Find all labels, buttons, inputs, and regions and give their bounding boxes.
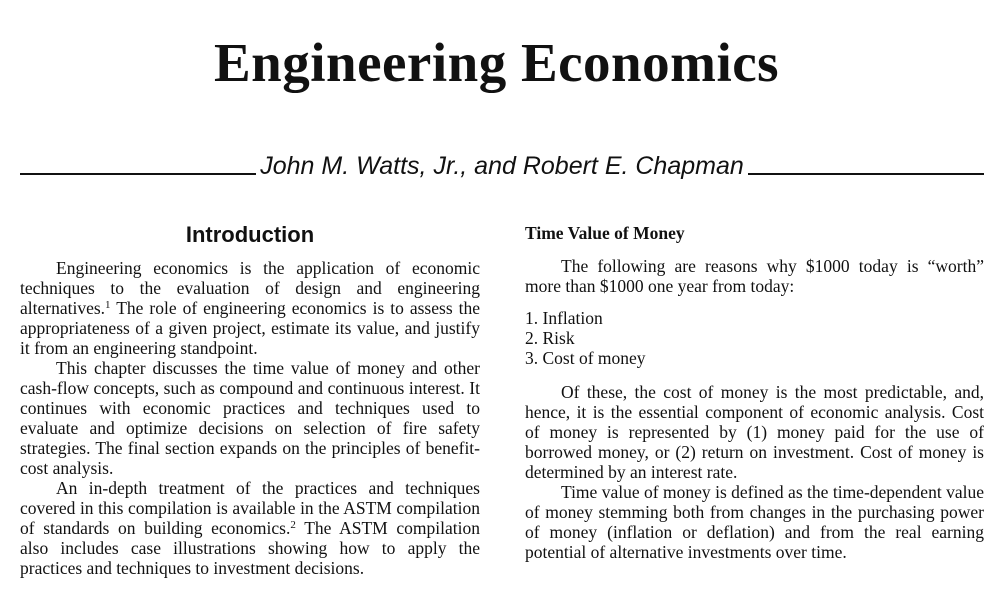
- intro-paragraph-2: This chapter discusses the time value of money and other cash-flow concepts, such as compound and continuous interest. It continues with economic practices and techniques used to evaluate and optimize decisions on selection of fire safety strategies. The final section expands on the principles of benefit-cost analysis.: [20, 358, 480, 478]
- list-item: 2. Risk: [525, 328, 575, 348]
- intro-paragraph-3: [20, 478, 480, 578]
- intro-paragraph-1: [20, 258, 480, 358]
- time-value-heading: Time Value of Money: [525, 223, 685, 243]
- right-column: [525, 220, 984, 562]
- chapter-title: Engineering Economics: [213, 32, 780, 93]
- introduction-heading: Introduction: [185, 222, 315, 247]
- reasons-list: [525, 308, 984, 368]
- byline-rule-right: [748, 173, 984, 175]
- authors: John M. Watts, Jr., and Robert E. Chapman: [260, 152, 744, 180]
- intro-paragraph-3-text-cont: The ASTM compilation also includes case illustrations showing how to apply the practices and techniques to investment decisions.: [20, 518, 480, 578]
- footnote-ref-1: 1: [105, 299, 111, 311]
- list-item: 3. Cost of money: [525, 348, 646, 368]
- time-value-paragraph-1: Of these, the cost of money is the most predictable, and, hence, it is the essential component of economic analysis. Cost of money is represented by (1) money paid for the use of borrowed money, or (2) return on investment. Cost of money is determined by an interest rate.: [525, 382, 984, 482]
- intro-paragraph-1-text: Engineering economics is the application of economic techniques to the evaluation of design and engineering alternatives.: [20, 258, 480, 318]
- byline-rule-left: [20, 173, 256, 175]
- time-value-paragraph-2: Time value of money is defined as the time-dependent value of money stemming both from changes in the purchasing power of money (inflation or deflation) and from the real earning potential of alternative investments over time.: [525, 482, 984, 562]
- byline: [20, 148, 984, 182]
- left-column: [20, 220, 480, 578]
- intro-paragraph-1-text-cont: The role of engineering economics is to assess the appropriateness of a given project, estimate its value, and justify it from an engineering standpoint.: [20, 298, 480, 358]
- intro-paragraph-3-text: An in-depth treatment of the practices and techniques covered in this compilation is available in the ASTM compilation of standards on building economics.: [20, 478, 480, 538]
- footnote-ref-2: 2: [290, 519, 296, 531]
- time-value-intro: The following are reasons why $1000 today is “worth” more than $1000 one year from today:: [525, 256, 984, 296]
- list-item: 1. Inflation: [525, 308, 603, 328]
